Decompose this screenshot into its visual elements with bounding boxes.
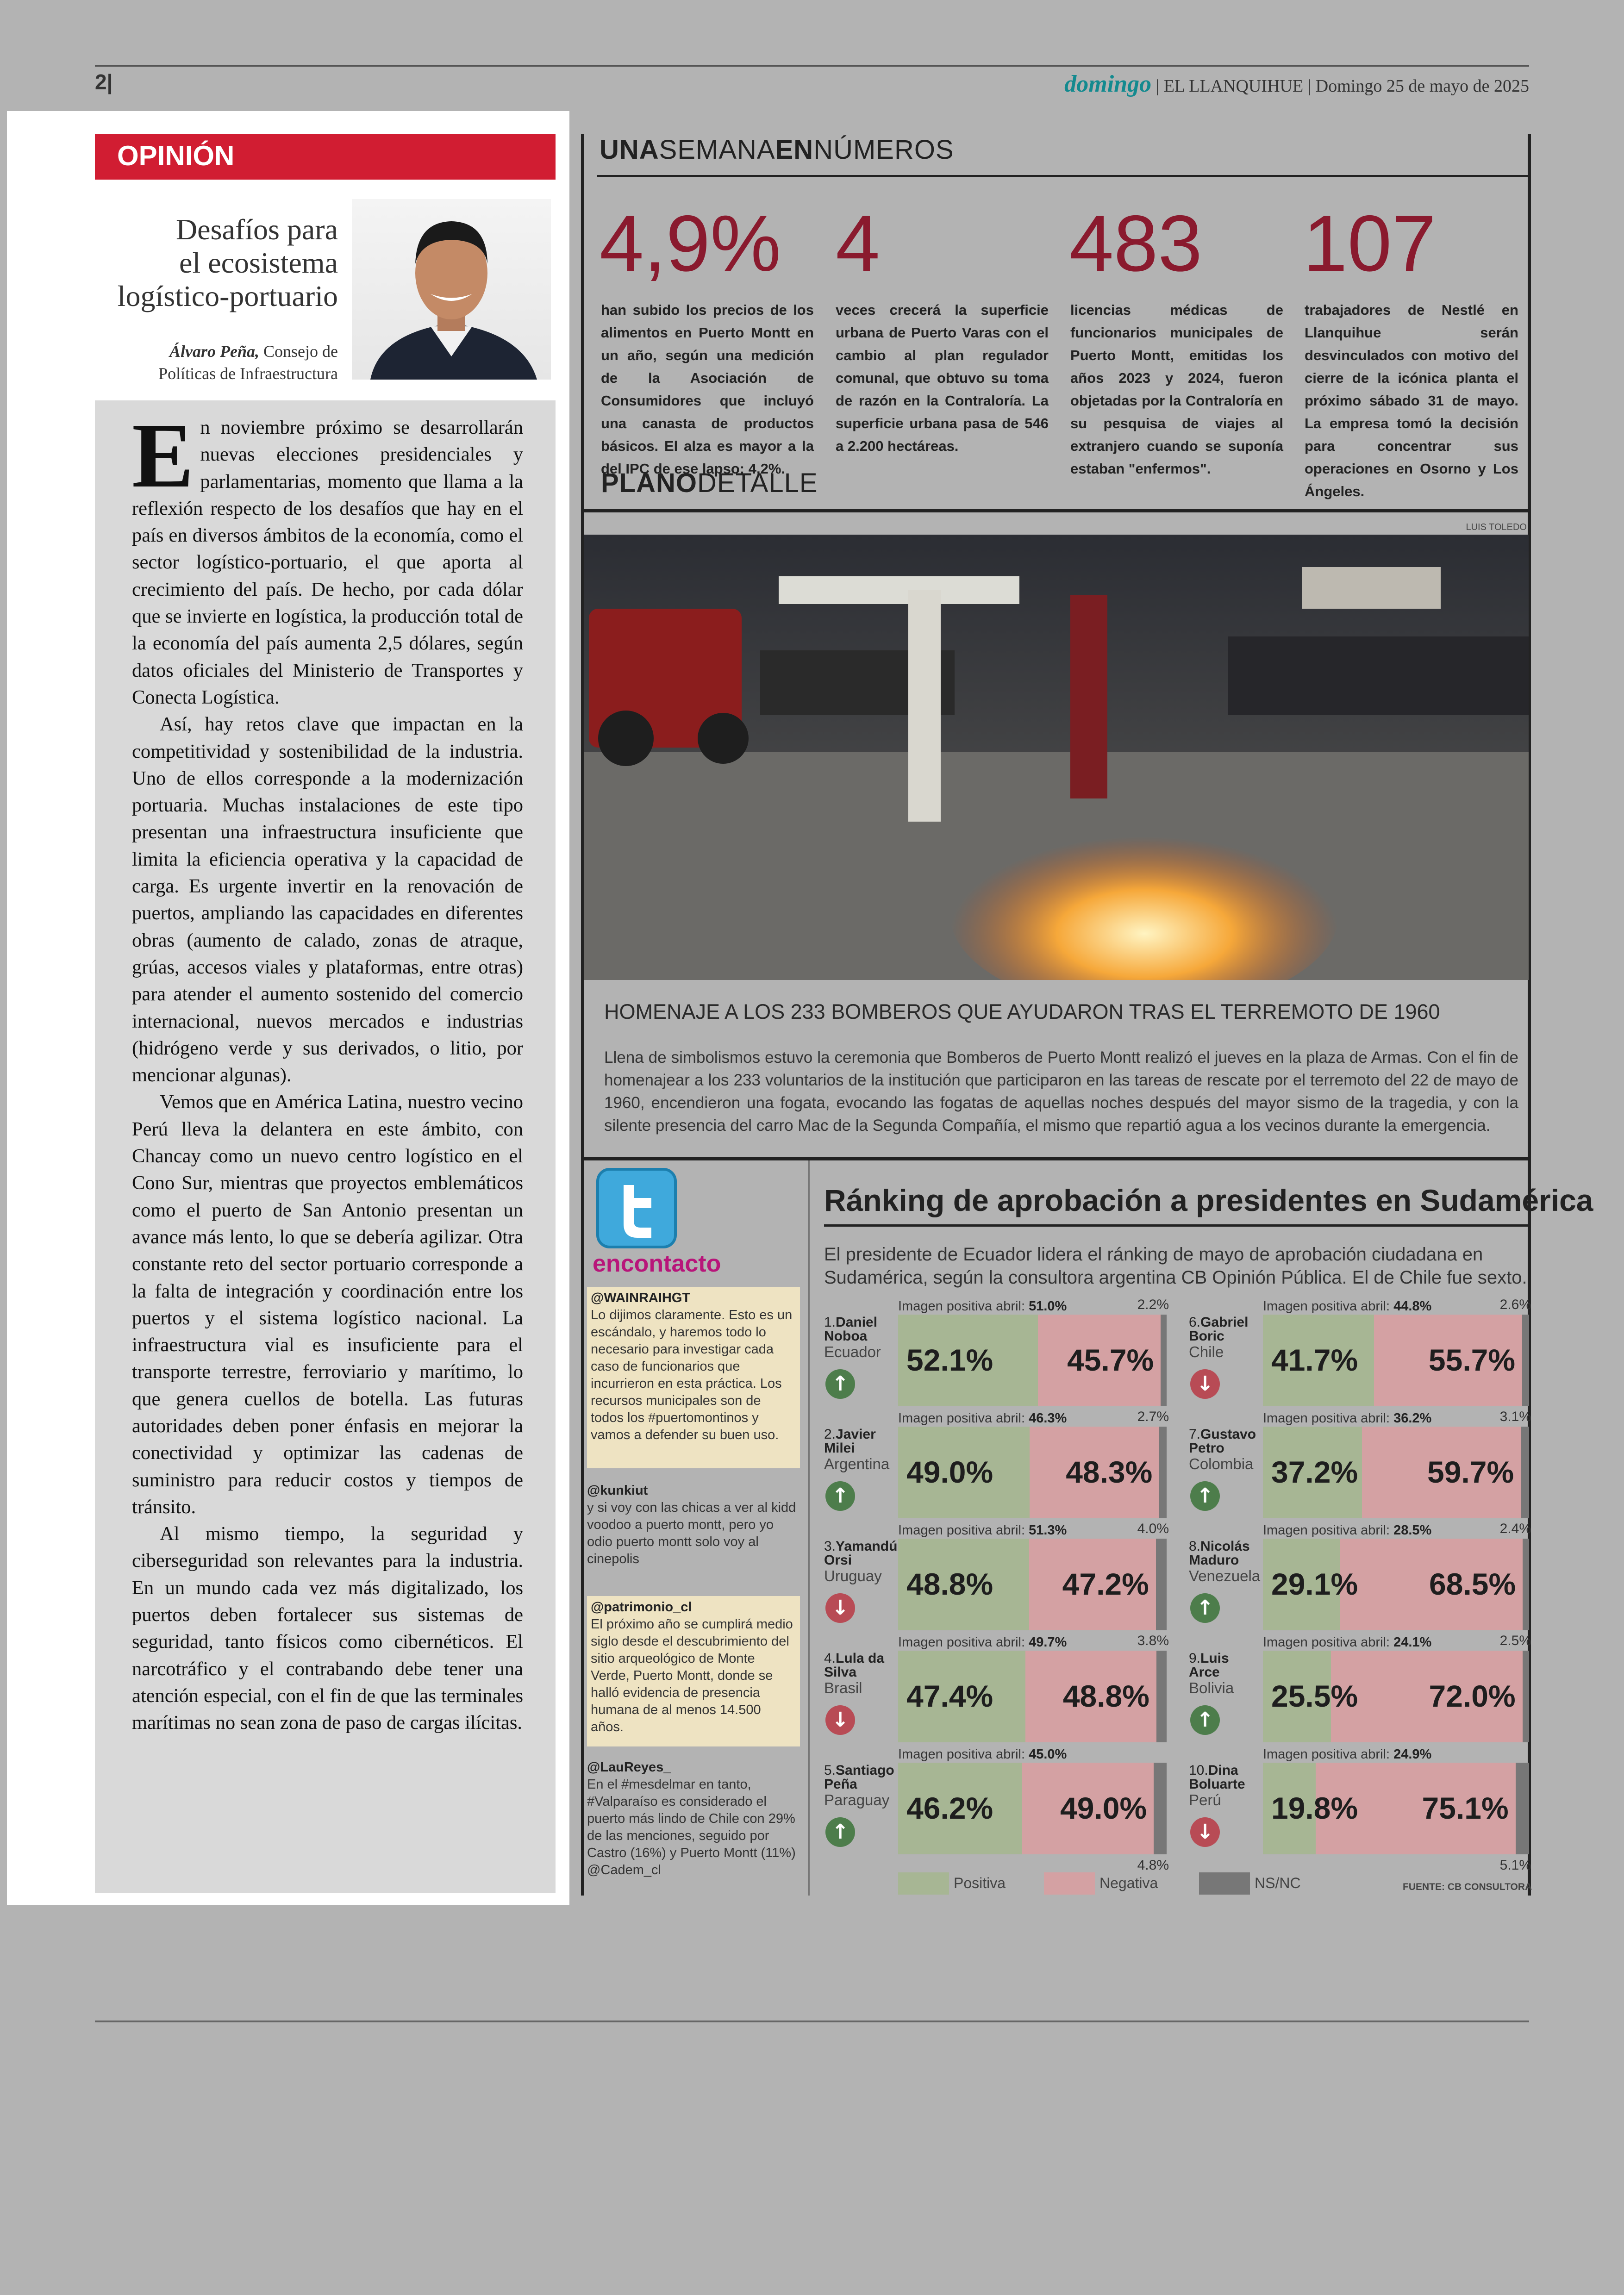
previous-value: 24.9% — [1393, 1747, 1432, 1762]
stat-number: 4,9% — [600, 199, 781, 288]
rank-number: 3. — [824, 1539, 836, 1554]
value-positiva: 41.7% — [1271, 1343, 1358, 1377]
arrow-up-icon: ↑ — [1190, 1481, 1220, 1511]
twitter-bird-icon — [595, 1166, 678, 1250]
encontacto-label — [593, 1250, 721, 1278]
value-negativa: 68.5% — [1429, 1567, 1516, 1601]
masthead — [1064, 70, 1529, 98]
author-role: Políticas de Infraestructura — [158, 364, 338, 383]
previous-label: Imagen positiva abril: — [898, 1635, 1029, 1650]
previous-label: Imagen positiva abril: — [1263, 1523, 1394, 1538]
opinion-title — [93, 213, 338, 313]
photo-caption-title: HOMENAJE A LOS 233 BOMBEROS QUE AYUDARON TRAS EL TERREMOTO DE 1960 — [604, 1000, 1440, 1023]
previous-value: 36.2% — [1393, 1411, 1432, 1426]
bar-nsnc — [1156, 1539, 1167, 1630]
title-part: NÚMEROS — [813, 135, 954, 165]
previous-label: Imagen positiva abril: — [898, 1747, 1029, 1762]
president-name: 7.Gustavo Petro Colombia — [1189, 1428, 1263, 1473]
chart-title-rule — [824, 1224, 1528, 1227]
value-nsnc: 2.4% — [1499, 1521, 1531, 1536]
previous-approval — [898, 1523, 1067, 1538]
frame-right-rule — [1528, 134, 1531, 1896]
arrow-up-icon: ↑ — [825, 1481, 855, 1511]
value-negativa: 75.1% — [1422, 1791, 1509, 1825]
firefighters-photo — [584, 535, 1529, 980]
president-name: 10.Dina Boluarte Perú — [1189, 1764, 1263, 1809]
value-positiva: 19.8% — [1271, 1791, 1358, 1825]
edition-date: | EL LLANQUIHUE | Domingo 25 de mayo de 2025 — [1156, 76, 1529, 96]
title-part: DETALLE — [697, 468, 818, 498]
previous-value: 28.5% — [1393, 1523, 1432, 1538]
value-nsnc: 2.2% — [1137, 1297, 1169, 1312]
country-label: Paraguay — [824, 1791, 890, 1809]
chart-title: Ránking de aprobación a presidentes en Sudamérica — [824, 1183, 1593, 1217]
country-label: Bolivia — [1189, 1679, 1234, 1696]
previous-approval — [1263, 1747, 1431, 1762]
rank-number: 6. — [1189, 1315, 1201, 1330]
drop-cap: E — [132, 414, 194, 507]
stat-text: trabajadores de Nestlé en Llanquihue serán desvinculados con motivo del cierre de la icónica planta el próximo sábado 31 de mayo. La empresa tomó la decisión para concentrar sus operaciones en Osorno y Los Ángeles. — [1305, 302, 1518, 499]
bar-nsnc — [1522, 1315, 1529, 1406]
bar-nsnc — [1156, 1651, 1167, 1742]
rank-number: 9. — [1189, 1651, 1201, 1666]
rank-number: 8. — [1189, 1539, 1201, 1554]
label-part: contacto — [620, 1250, 721, 1277]
arrow-down-icon: ↓ — [1190, 1369, 1220, 1399]
legend-label: NS/NC — [1255, 1875, 1301, 1891]
plano-detalle-title — [601, 468, 818, 499]
president-name: 1.Daniel Noboa Ecuador — [824, 1316, 898, 1361]
title-line: el ecosistema — [179, 246, 338, 279]
previous-approval — [1263, 1299, 1431, 1314]
value-nsnc: 3.1% — [1499, 1409, 1531, 1424]
country-label: Ecuador — [824, 1343, 881, 1360]
country-label: Perú — [1189, 1791, 1221, 1809]
article-paragraph: Así, hay retos clave que impactan en la competitividad y sostenibilidad de la industria. Uno de ellos corresponde a la modernización portuaria. Muchas instalaciones de este tipo presentan una infraestructura insuficiente que limita la eficiencia operativa y la capacidad de carga. Es urgente invertir en la renovación de puertos, ampliando las capacidades en diferentes obras (aumento de calado, zonas de atraque, grúas, accesos viales y plataformas, entre otras) para atender el aumento sostenido del comercio internacional, nuevos mercados e industrias (hidrógeno verde y sus derivados, o litio, por mencionar algunas). — [132, 713, 523, 1086]
rank-number: 1. — [824, 1315, 836, 1330]
legend-swatch-negativa — [1044, 1872, 1095, 1895]
country-label: Chile — [1189, 1343, 1224, 1360]
bottom-rule — [95, 2021, 1529, 2022]
value-nsnc: 5.1% — [1499, 1858, 1531, 1873]
value-negativa: 45.7% — [1067, 1343, 1154, 1377]
value-positiva: 47.4% — [906, 1679, 993, 1713]
tweet-text: El próximo año se cumplirá medio siglo desde el descubrimiento del sitio arqueológico de Monte Verde, Puerto Montt, donde se halló evidencia de presencia humana de al menos 14.500 años. — [591, 1617, 793, 1734]
article-paragraph — [132, 414, 523, 711]
paragraph-text: n noviembre próximo se desarrollarán nuevas elecciones presidenciales y parlamentarias, momento que llama a la reflexión respecto de los desafíos que hay en el país en diversos ámbitos de la economía, como el sector logístico-portuario, el que aporta al crecimiento del país. De hecho, por cada dólar que se invierte en logística, la producción total de la economía del país aumenta 2,5 dólares, según datos oficiales del Ministerio de Transportes y Conecta Logística. — [132, 417, 523, 708]
bar-nsnc — [1523, 1651, 1529, 1742]
country-label: Uruguay — [824, 1567, 882, 1584]
opinion-section-label: OPINIÓN — [95, 134, 556, 180]
value-nsnc: 4.0% — [1137, 1521, 1169, 1536]
brand-logo: domingo — [1064, 71, 1152, 97]
bar-nsnc — [1154, 1763, 1167, 1854]
president-name: 3.Yamandú Orsi Uruguay — [824, 1539, 898, 1584]
value-positiva: 52.1% — [906, 1343, 993, 1377]
tweet — [587, 1596, 800, 1746]
previous-label: Imagen positiva abril: — [1263, 1299, 1394, 1314]
country-label: Venezuela — [1189, 1567, 1261, 1584]
previous-label: Imagen positiva abril: — [1263, 1747, 1394, 1762]
chart-subtitle: El presidente de Ecuador lidera el ránking de mayo de aprobación ciudadana en Sudamérica, según la consultora argentina CB Opinión Pública. El de Chile fue sexto. — [824, 1244, 1527, 1288]
previous-label: Imagen positiva abril: — [1263, 1411, 1394, 1426]
title-line: Desafíos para — [175, 213, 338, 246]
previous-value: 46.3% — [1029, 1411, 1067, 1426]
country-label: Brasil — [824, 1679, 862, 1696]
previous-value: 44.8% — [1393, 1299, 1432, 1314]
value-negativa: 48.8% — [1062, 1679, 1149, 1713]
value-positiva: 25.5% — [1271, 1679, 1358, 1713]
legend-swatch-nsnc — [1199, 1872, 1250, 1895]
tweet — [587, 1759, 800, 1893]
country-label: Argentina — [824, 1455, 890, 1472]
value-nsnc: 3.8% — [1137, 1633, 1169, 1648]
arrow-down-icon: ↓ — [825, 1705, 855, 1735]
legend-label: Positiva — [954, 1875, 1006, 1891]
section-rule — [597, 175, 1528, 177]
label-part: en — [593, 1250, 621, 1277]
previous-approval — [1263, 1411, 1431, 1426]
title-line: logístico-portuario — [117, 280, 338, 312]
rank-number: 5. — [824, 1763, 836, 1778]
previous-value: 51.3% — [1029, 1523, 1067, 1538]
legend-label: Negativa — [1099, 1875, 1158, 1891]
previous-label: Imagen positiva abril: — [898, 1411, 1029, 1426]
bar-nsnc — [1161, 1315, 1167, 1406]
tweet-handle: @kunkiut — [587, 1483, 648, 1498]
una-semana-title — [600, 134, 954, 165]
author-role: Consejo de — [259, 342, 338, 361]
tweet — [587, 1482, 800, 1582]
opinion-article — [132, 414, 523, 1886]
tweet — [587, 1287, 800, 1468]
previous-value: 49.7% — [1029, 1635, 1067, 1650]
page-number: 2| — [95, 70, 113, 94]
author-byline — [116, 340, 338, 385]
arrow-up-icon: ↑ — [1190, 1593, 1220, 1623]
value-positiva: 46.2% — [906, 1791, 993, 1825]
photo-caption-text: Llena de simbolismos estuvo la ceremonia que Bomberos de Puerto Montt realizó el jueves en la plaza de Armas. Con el fin de homenajear a los 233 voluntarios de la institución que participaron en las tareas de rescate por el terremoto del 22 de mayo de 1960, encendieron una fogata, evocando las fogatas de aquellas noches después del mayor sismo de la tragedia, y con la silente presencia del carro Mac de la Segunda Compañía, el mismo que repartió agua a los vecinos durante la emergencia. — [604, 1048, 1518, 1135]
arrow-up-icon: ↑ — [825, 1817, 855, 1847]
previous-value: 45.0% — [1029, 1747, 1067, 1762]
bar-nsnc — [1516, 1763, 1529, 1854]
legend-swatch-positiva — [898, 1872, 949, 1895]
article-paragraph: Vemos que en América Latina, nuestro vecino Perú lleva la delantera en este ámbito, con Chancay como un nuevo centro logístico en el Cono Sur, mientras que proyectos emblemáticos como el puerto de San Antonio presentan un avance más lento, lo que se debería agilizar. Otra constante reto del sector portuario corresponde a la falta de integración y coordinación entre los puertos y el sistema logístico nacional. La infraestructura vial es insuficiente para el transporte terrestre, ferroviario y marítimo, lo que genera cuellos de botella. Las futuras autoridades deben poner énfasis en mejorar la conectividad y optimizar las cadenas de suministro para reducir costos y tiempos de tránsito. — [132, 1091, 523, 1518]
tweet-text: En el #mesdelmar en tanto, #Valparaíso es considerado el puerto más lindo de Chile con 29% de las menciones, seguido por Castro (16%) y Puerto Montt (11%) @Cadem_cl — [587, 1777, 796, 1877]
column-divider — [808, 1160, 810, 1896]
value-negativa: 48.3% — [1066, 1455, 1153, 1489]
arrow-down-icon: ↓ — [825, 1593, 855, 1623]
president-name: 5.Santiago Peña Paraguay — [824, 1764, 898, 1809]
arrow-down-icon: ↓ — [1190, 1817, 1220, 1847]
bar-nsnc — [1523, 1539, 1529, 1630]
tweet-text: Lo dijimos claramente. Esto es un escándalo, y haremos todo lo necesario para investigar cada caso de funcionarios que incurrieron en esta práctica. Los recursos municipales son de todos los #puertomontinos y vamos a defender su buen uso. — [591, 1308, 793, 1442]
stat-number: 483 — [1069, 199, 1202, 288]
value-nsnc: 2.5% — [1499, 1633, 1531, 1648]
value-negativa: 47.2% — [1062, 1567, 1149, 1601]
previous-approval — [898, 1747, 1067, 1762]
frame-left-rule — [581, 134, 584, 1896]
author-name: Álvaro Peña, — [169, 342, 260, 361]
title-part: PLANO — [601, 468, 697, 498]
tweet-handle: @WAINRAIHGT — [591, 1291, 691, 1305]
title-part: EN — [775, 135, 814, 165]
value-nsnc: 4.8% — [1137, 1858, 1169, 1873]
bar-nsnc — [1521, 1427, 1529, 1518]
photo-credit: LUIS TOLEDO — [1466, 522, 1527, 532]
previous-approval — [1263, 1635, 1431, 1650]
stat-number: 4 — [836, 199, 880, 288]
rank-number: 4. — [824, 1651, 836, 1666]
tweet-handle: @patrimonio_cl — [591, 1600, 692, 1615]
president-name: 8.Nicolás Maduro Venezuela — [1189, 1540, 1263, 1585]
title-part: SEMANA — [659, 135, 775, 165]
previous-approval — [898, 1299, 1067, 1314]
bar-nsnc — [1159, 1427, 1167, 1518]
section-rule — [584, 509, 1529, 512]
president-name: 6.Gabriel Boric Chile — [1189, 1316, 1263, 1361]
section-rule — [584, 1157, 1529, 1160]
rank-number: 7. — [1189, 1427, 1201, 1442]
previous-label: Imagen positiva abril: — [898, 1523, 1029, 1538]
value-negativa: 59.7% — [1427, 1455, 1514, 1489]
tweet-text: y si voy con las chicas a ver al kidd voodoo a puerto montt, pero yo odio puerto montt solo voy al cinepolis — [587, 1500, 796, 1566]
value-negativa: 72.0% — [1429, 1679, 1516, 1713]
previous-approval — [898, 1635, 1067, 1650]
author-photo — [352, 199, 551, 380]
rank-number: 2. — [824, 1427, 836, 1442]
country-label: Colombia — [1189, 1455, 1254, 1472]
arrow-up-icon: ↑ — [825, 1369, 855, 1399]
value-negativa: 55.7% — [1428, 1343, 1516, 1377]
tweet-handle: @LauReyes_ — [587, 1760, 671, 1775]
value-positiva: 48.8% — [906, 1567, 993, 1601]
value-nsnc: 2.7% — [1137, 1409, 1169, 1424]
top-rule — [95, 65, 1529, 67]
president-name: 2.Javier Milei Argentina — [824, 1428, 898, 1473]
president-name: 9.Luis Arce Bolivia — [1189, 1652, 1263, 1697]
value-positiva: 49.0% — [906, 1455, 993, 1489]
president-name: 4.Lula da Silva Brasil — [824, 1652, 898, 1697]
stat-text: han subido los precios de los alimentos en Puerto Montt en un año, según una medición de la Asociación de Consumidores que incluyó una canasta de productos básicos. El alza es mayor a la del IPC de ese lapso: 4,2%. — [601, 302, 814, 477]
previous-label: Imagen positiva abril: — [898, 1299, 1029, 1314]
previous-value: 51.0% — [1029, 1299, 1067, 1314]
chart-source: FUENTE: CB CONSULTORA — [1403, 1882, 1532, 1892]
value-nsnc: 2.6% — [1499, 1297, 1531, 1312]
stat-text: licencias médicas de funcionarios municipales de Puerto Montt, emitidas los años 2023 y 2024, fueron objetadas por la Contraloría en su pesquisa de viajes al extranjero cuando se suponía estaban "enfermos". — [1070, 302, 1283, 477]
value-positiva: 29.1% — [1271, 1567, 1358, 1601]
rank-number: 10. — [1189, 1763, 1208, 1778]
previous-label: Imagen positiva abril: — [1263, 1635, 1394, 1650]
stat-text: veces crecerá la superficie urbana de Puerto Varas con el cambio al plan regulador comunal, que obtuvo su toma de razón en la Contraloría. La superficie urbana pasa de 546 a 2.200 hectáreas. — [836, 302, 1049, 454]
value-positiva: 37.2% — [1271, 1455, 1358, 1489]
previous-value: 24.1% — [1393, 1635, 1432, 1650]
previous-approval — [898, 1411, 1067, 1426]
article-paragraph: Al mismo tiempo, la seguridad y ciberseguridad son relevantes para la industria. En un mundo cada vez más digitalizado, los puertos deben fortalecer sus sistemas de seguridad, tanto físicos como cibernéticos. El narcotráfico y el contrabando debe tener una atención especial, con el fin de que las terminales marítimas no sean zona de paso de cargas ilícitas. — [132, 1523, 523, 1734]
arrow-up-icon: ↑ — [1190, 1705, 1220, 1735]
title-part: UNA — [600, 135, 659, 165]
value-negativa: 49.0% — [1060, 1791, 1147, 1825]
previous-approval — [1263, 1523, 1431, 1538]
stat-number: 107 — [1303, 199, 1436, 288]
